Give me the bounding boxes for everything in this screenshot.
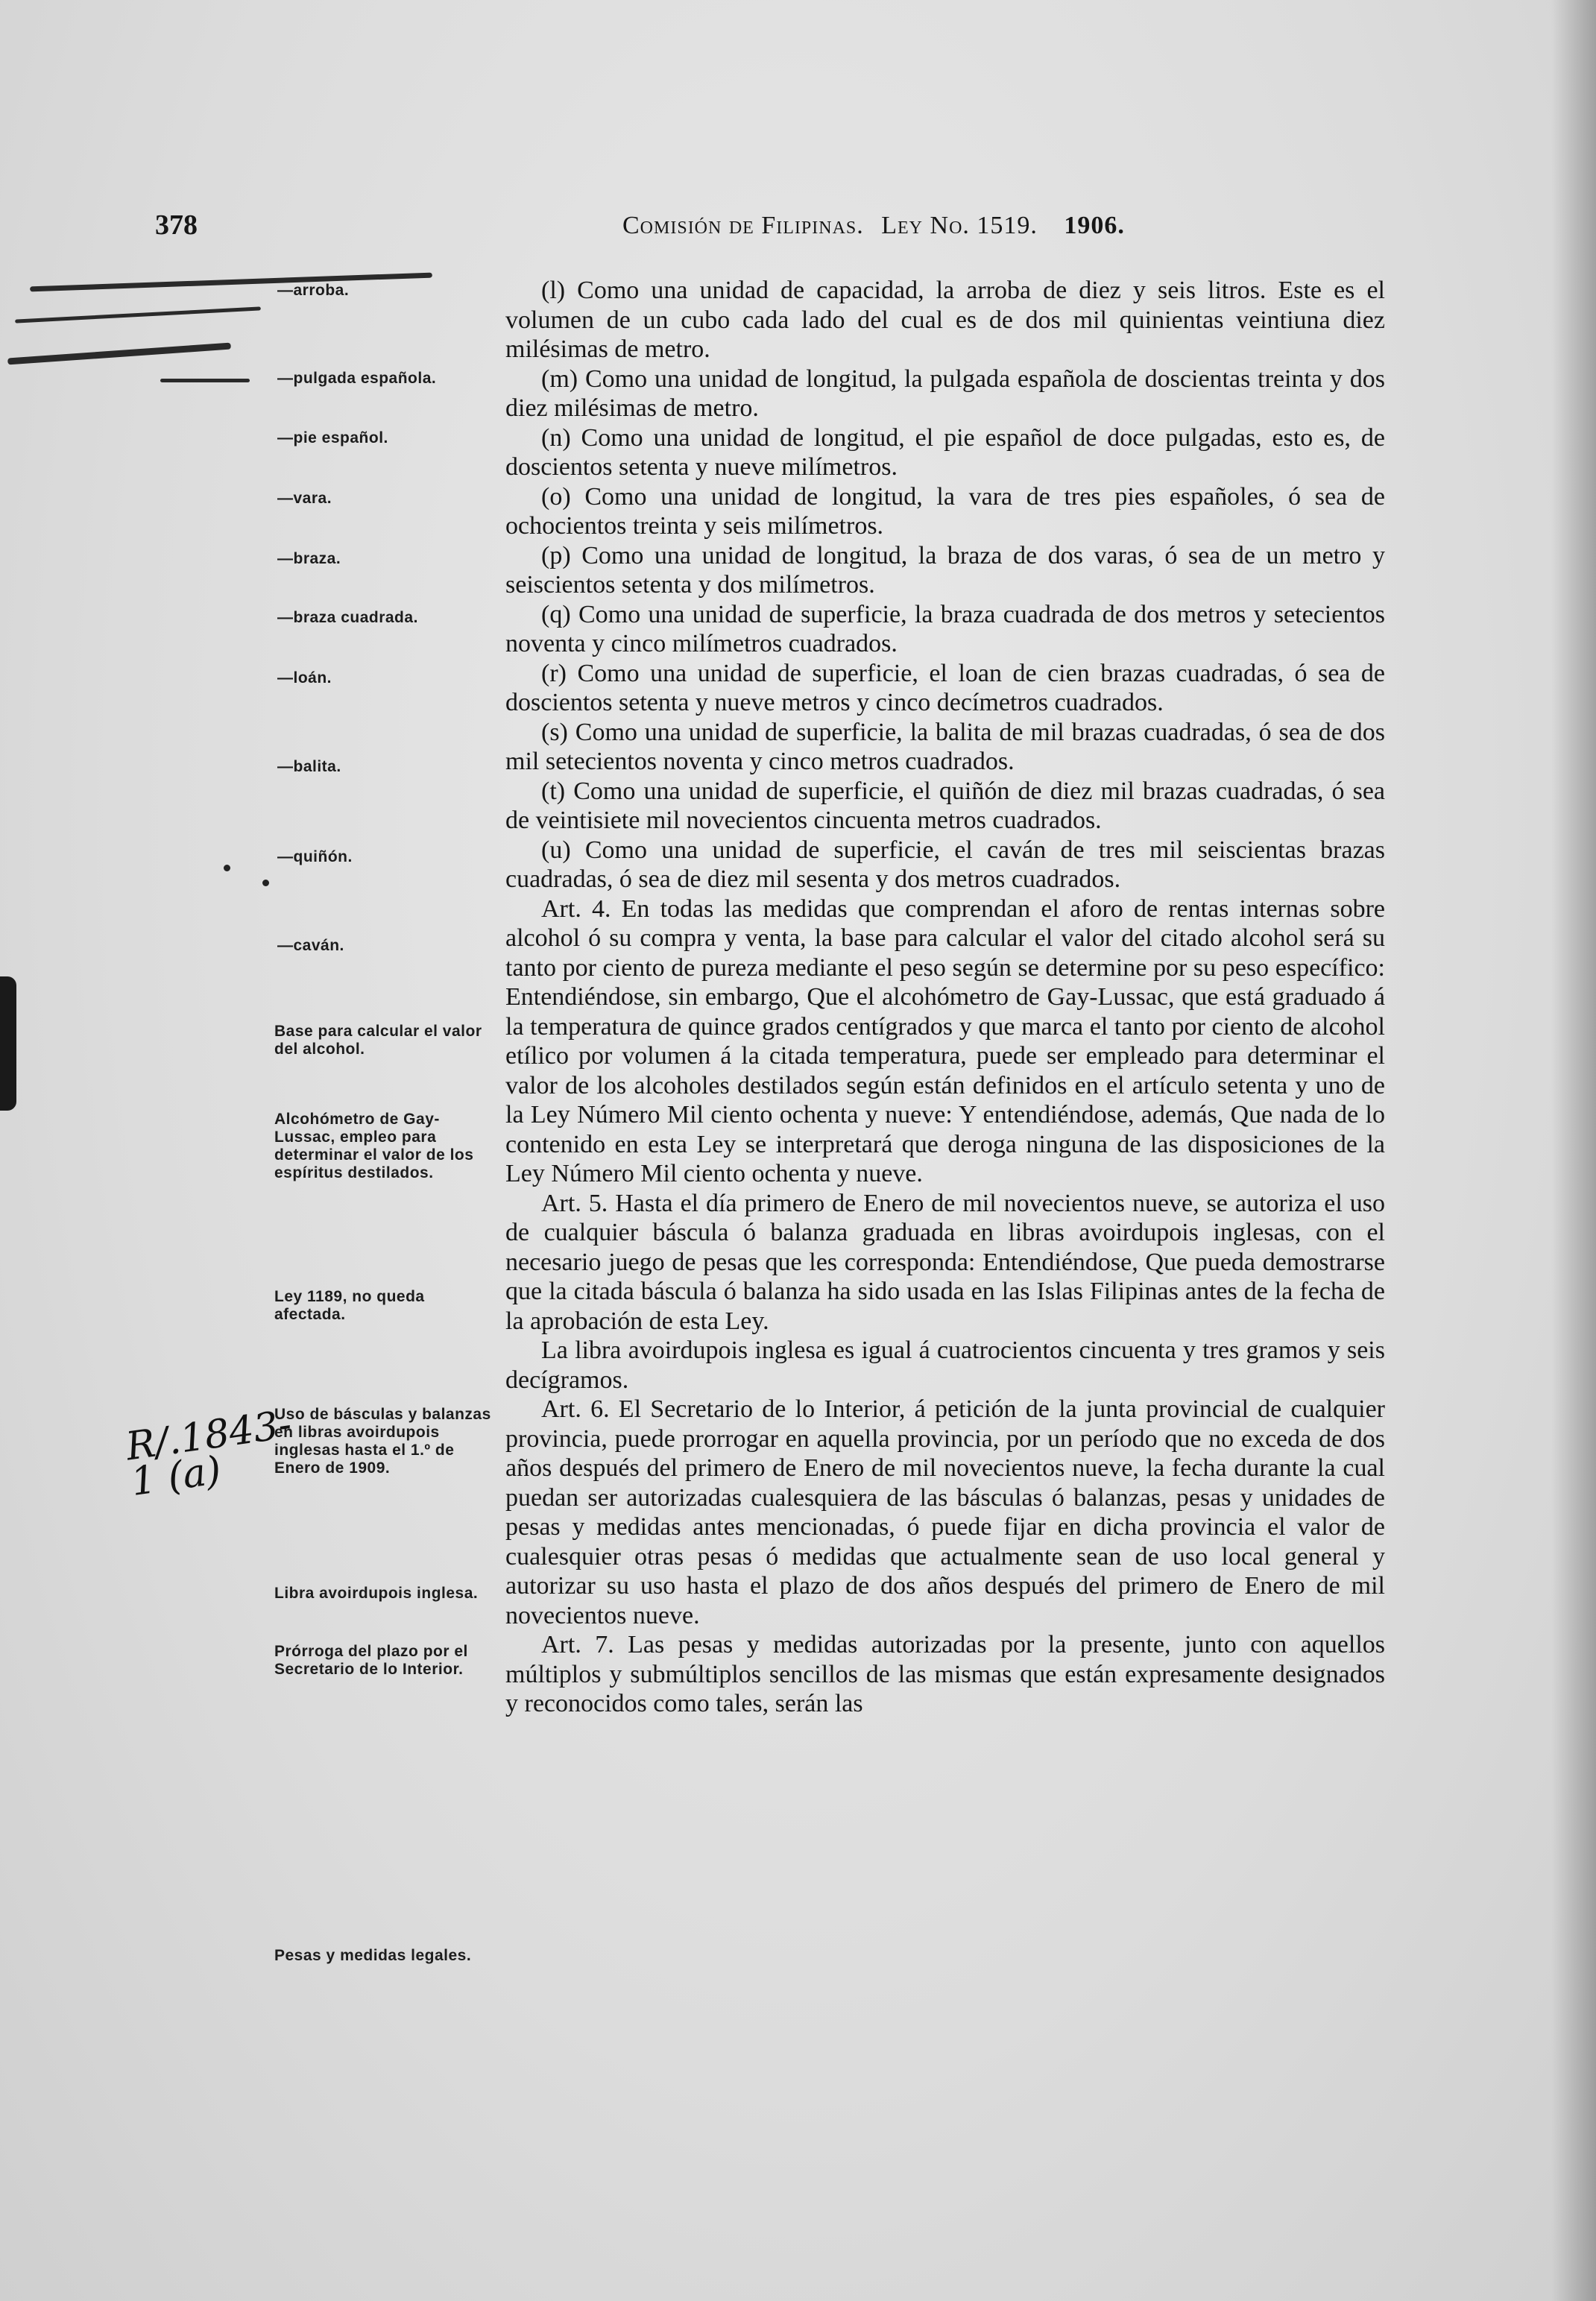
running-head xyxy=(622,212,1125,240)
ink-stroke xyxy=(7,343,231,365)
margin-note-pulgada: —pulgada española. xyxy=(277,370,437,387)
margin-note-vara: —vara. xyxy=(277,490,332,507)
paragraph-m: (m) Como una unidad de longitud, la pulgada española de doscientas treinta y dos diez milésimas de metro. xyxy=(505,364,1385,422)
article-7: Art. 7. Las pesas y medidas autorizadas por la presente, junto con aquellos múltiplos y submúltiplos sencillos de las mismas que están expresamente designados y reconocidos como tales, serán las xyxy=(505,1631,1385,1717)
page-header xyxy=(0,209,1596,246)
margin-note-alcohometro: Alcohómetro de Gay-Lussac, empleo para determinar el valor de los espíritus destilados. xyxy=(274,1111,474,1181)
ink-speck xyxy=(224,865,230,871)
margin-note-braza-cuadrada: —braza cuadrada. xyxy=(277,609,418,626)
body-text xyxy=(505,276,1385,1719)
paragraph-s: (s) Como una unidad de superficie, la balita de mil brazas cuadradas, ó sea de dos mil setecientos noventa y cinco metros cuadrados. xyxy=(505,718,1385,775)
paragraph-u: (u) Como una unidad de superficie, el caván de tres mil seiscientas brazas cuadradas, ó sea de diez mil sesenta y dos metros cuadrados. xyxy=(505,836,1385,893)
margin-note-braza: —braza. xyxy=(277,550,341,567)
margin-note-base-alcohol: Base para calcular el valor del alcohol. xyxy=(274,1023,482,1058)
paragraph-p: (p) Como una unidad de longitud, la braza de dos varas, ó sea de un metro y seiscientos setenta y dos milímetros. xyxy=(505,541,1385,599)
margin-note-basculas: Uso de básculas y balanzas en libras avoirdupois inglesas hasta el 1.º de Enero de 1909. xyxy=(274,1406,491,1477)
margin-note-libra: Libra avoirdupois inglesa. xyxy=(274,1585,479,1602)
handwritten-annotation: R/.1843-1 (a) xyxy=(123,1402,294,1505)
paragraph-n: (n) Como una unidad de longitud, el pie español de doce pulgadas, esto es, de doscientos setenta y nueve milímetros. xyxy=(505,423,1385,481)
margin-note-prorroga: Prórroga del plazo por el Secretario de lo Interior. xyxy=(274,1643,468,1678)
margin-note-balita: —balita. xyxy=(277,758,341,775)
paragraph-libra: La libra avoirdupois inglesa es igual á cuatrocientos cincuenta y tres gramos y seis decígramos. xyxy=(505,1336,1385,1394)
running-head-law: Ley No. 1519. xyxy=(881,212,1038,239)
binding-mark xyxy=(0,976,16,1111)
page-edge-shadow xyxy=(1551,0,1596,2301)
margin-note-arroba: —arroba. xyxy=(277,282,350,299)
margin-note-pesas-legales: Pesas y medidas legales. xyxy=(274,1947,472,1964)
margin-note-pie: —pie español. xyxy=(277,429,388,446)
paragraph-q: (q) Como una unidad de superficie, la braza cuadrada de dos metros y setecientos noventa y cinco milímetros cuadrados. xyxy=(505,600,1385,657)
ink-stroke xyxy=(15,306,261,323)
paragraph-l: (l) Como una unidad de capacidad, la arroba de diez y seis litros. Este es el volumen de un cubo cada lado del cual es de dos mil quinientas veintiuna diez milésimas de metro. xyxy=(505,277,1385,363)
paragraph-t: (t) Como una unidad de superficie, el quiñón de diez mil brazas cuadradas, ó sea de veintisiete mil novecientos cincuenta metros cuadrados. xyxy=(505,777,1385,834)
article-5: Art. 5. Hasta el día primero de Enero de mil novecientos nueve, se autoriza el uso de cualquier báscula ó balanza graduada en libras avoirdupois inglesas, con el necesario juego de pesas que les corresponda: Entendiéndose, Que pueda demostrarse que la citada báscula ó balanza ha sido usada en las Islas Filipinas antes de la fecha de la aprobación de esta Ley. xyxy=(505,1189,1385,1335)
page-number: 378 xyxy=(155,209,198,241)
margin-note-cavan: —caván. xyxy=(277,937,344,954)
running-head-year: 1906. xyxy=(1064,212,1125,239)
ink-speck xyxy=(262,880,269,886)
margin-note-ley-1189: Ley 1189, no queda afectada. xyxy=(274,1288,425,1323)
paragraph-o: (o) Como una unidad de longitud, la vara de tres pies españoles, ó sea de ochocientos treinta y seis milímetros. xyxy=(505,482,1385,540)
article-4: Art. 4. En todas las medidas que comprendan el aforo de rentas internas sobre alcohol ó su compra y venta, la base para calcular el valor del citado alcohol será su tanto por ciento de pureza mediante el peso según se determine por su peso específico: Entendiéndose, sin embargo, Que el alcohómetro de Gay-Lussac, que está graduado á la temperatura de quince grados centígrados y que marca el tanto por ciento de alcohol etílico por volumen á la citada temperatura, puede ser empleado para determinar el valor de los alcoholes destilados según están definidos en el artículo setenta y uno de la Ley Número Mil ciento ochenta y nueve: Y entendiéndose, además, Que nada de lo contenido en esta Ley se interpretará que deroga ninguna de las disposiciones de la Ley Número Mil ciento ochenta y nueve. xyxy=(505,894,1385,1187)
running-head-commission: Comisión de Filipinas. xyxy=(622,212,864,239)
margin-note-loan: —loán. xyxy=(277,669,332,686)
margin-note-quinon: —quiñón. xyxy=(277,848,353,865)
ink-stroke xyxy=(160,379,250,382)
article-6: Art. 6. El Secretario de lo Interior, á petición de la junta provincial de cualquier provincia, puede prorrogar en aquella provincia, por un período que no exceda de dos años después del primero de Enero de mil novecientos nueve, la fecha durante la cual puedan ser autorizadas cualesquiera de las básculas ó balanzas, pesas y unidades de pesas y medidas antes mencionadas, ó puede fijar en dicha provincia el valor de cualesquier otras pesas ó medidas que actualmente sean de uso local general y autorizar su uso hasta el plazo de dos años después del primero de Enero de mil novecientos nueve. xyxy=(505,1395,1385,1629)
paragraph-r: (r) Como una unidad de superficie, el loan de cien brazas cuadradas, ó sea de doscientos setenta y nueve metros y cinco decímetros cuadrados. xyxy=(505,659,1385,716)
